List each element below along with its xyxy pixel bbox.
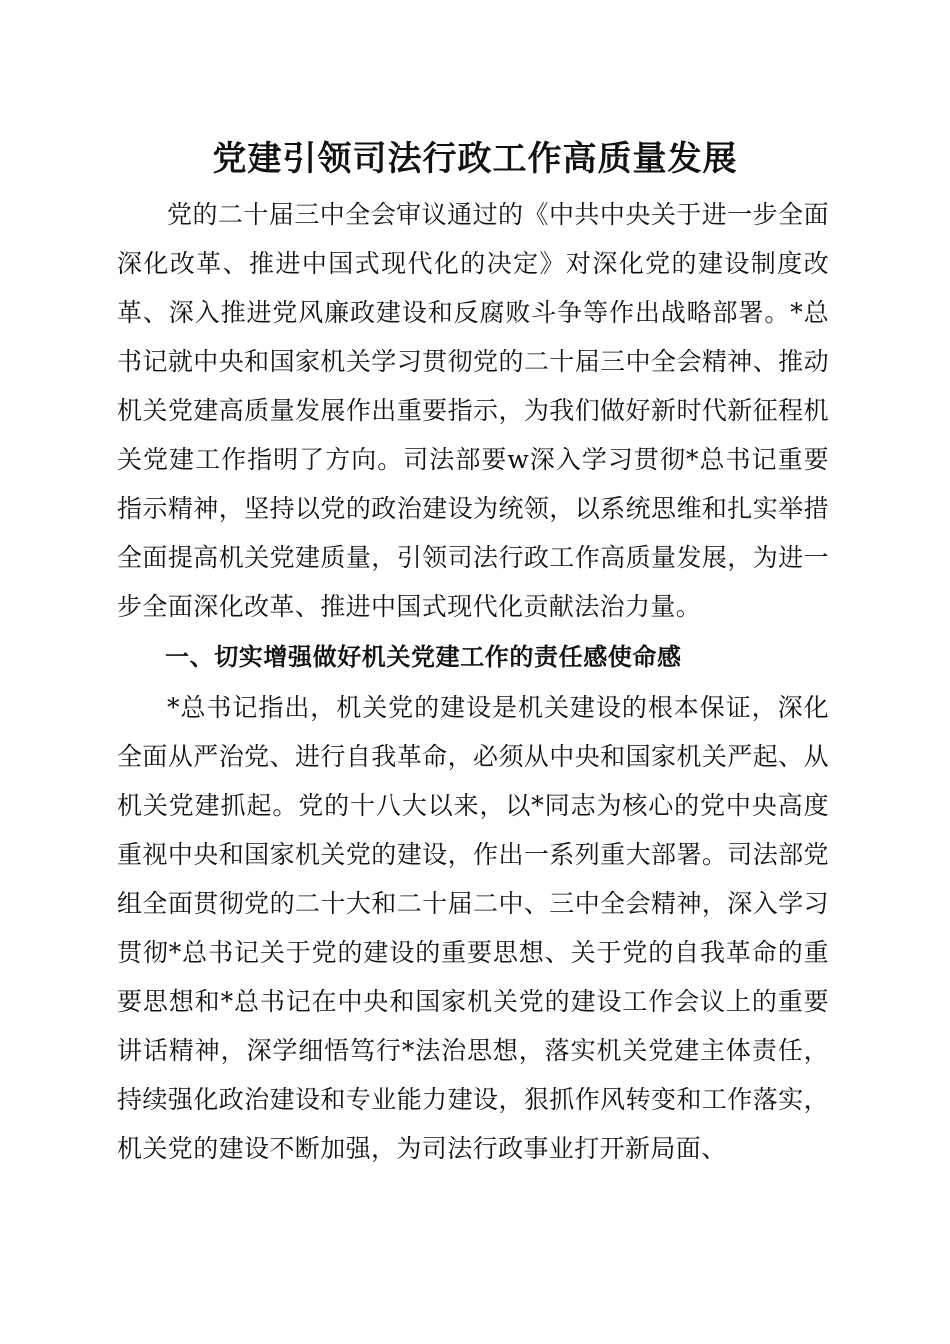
document-body [117,190,829,1173]
section-paragraph: *总书记指出，机关党的建设是机关建设的根本保证，深化全面从严治党、进行自我革命，必须从中央和国家机关严起、从机关党建抓起。党的十八大以来，以*同志为核心的党中央高度重视中央和国家机关党的建设，作出一系列重大部署。司法部党组全面贯彻党的二十大和二十届二中、三中全会精神，深入学习贯彻*总书记关于党的建设的重要思想、关于党的自我革命的重要思想和*总书记在中央和国家机关党的建设工作会议上的重要讲话精神，深学细悟笃行*法治思想，落实机关党建主体责任，持续强化政治建设和专业能力建设，狠抓作风转变和工作落实，机关党的建设不断加强，为司法行政事业打开新局面、 [117,693,829,1163]
section-heading: 一、切实增强做好机关党建工作的责任感使命感 [165,643,682,671]
document-title: 党建引领司法行政工作高质量发展 [212,139,738,179]
intro-paragraph: 党的二十届三中全会审议通过的《中共中央关于进一步全面深化改革、推进中国式现代化的决定》对深化党的建设制度改革、深入推进党风廉政建设和反腐败斗争等作出战略部署。*总书记就中央和国家机关学习贯彻党的二十届三中全会精神、推动机关党建高质量发展作出重要指示，为我们做好新时代新征程机关党建工作指明了方向。司法部要w深入学习贯彻*总书记重要指示精神，坚持以党的政治建设为统领，以系统思维和扎实举措全面提高机关党建质量，引领司法行政工作高质量发展，为进一步全面深化改革、推进中国式现代化贡献法治力量。 [117,200,829,621]
